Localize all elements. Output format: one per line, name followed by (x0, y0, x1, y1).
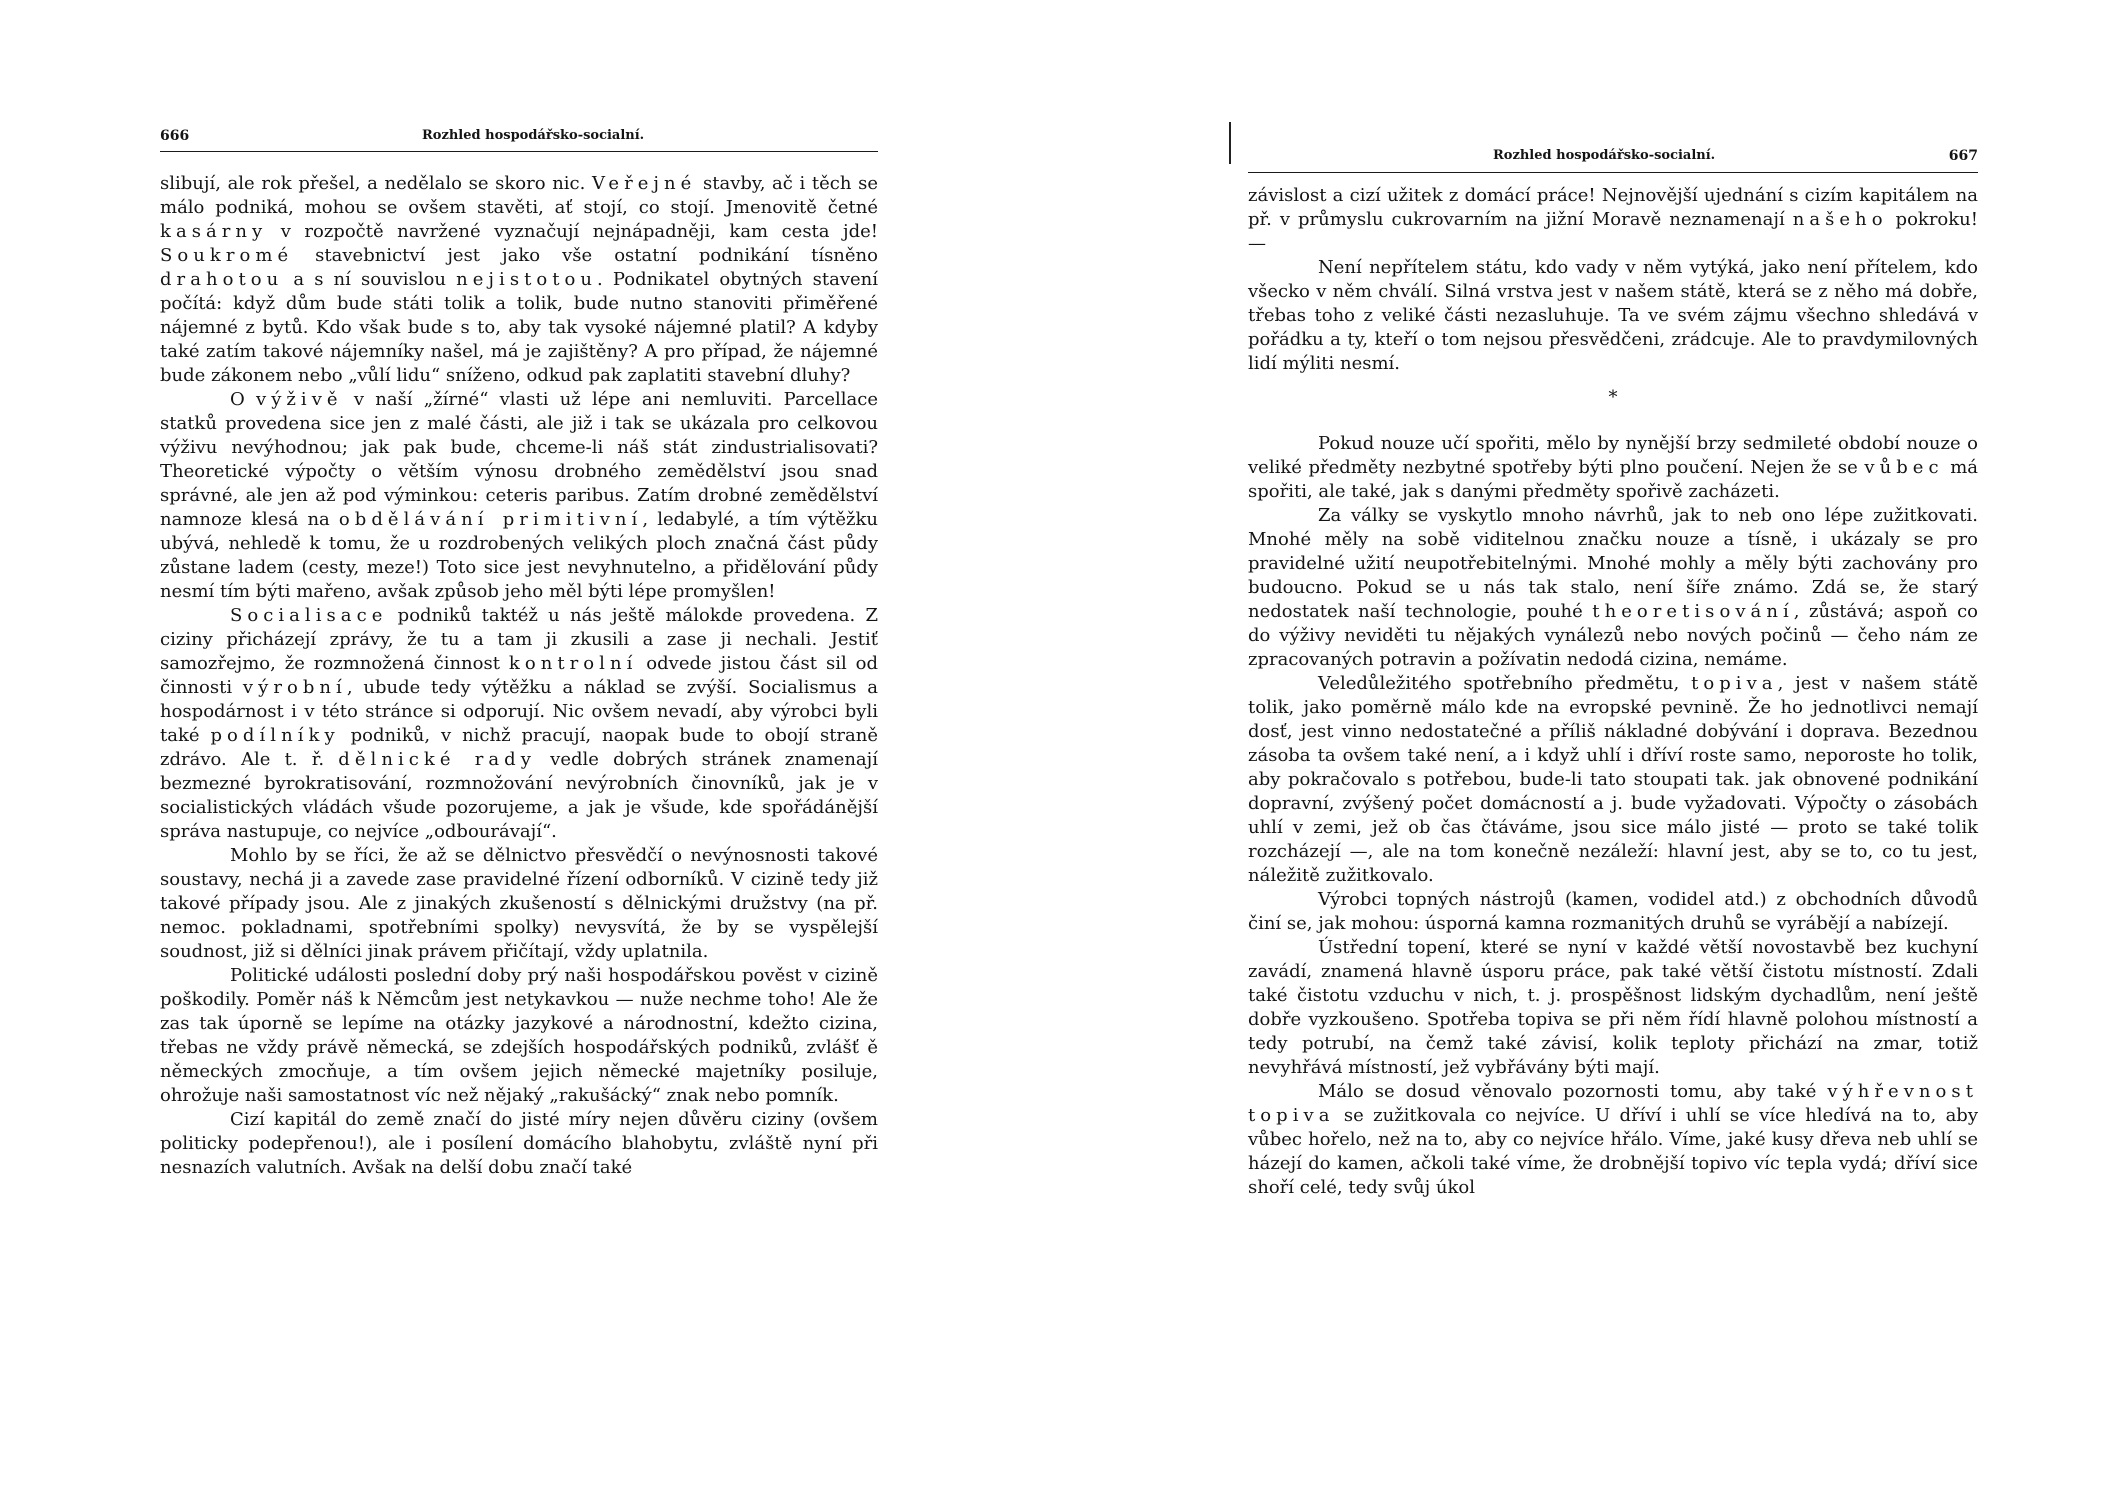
text-run: Výrobci topných nástrojů (kamen, vodidel atd.) z obchodních důvodů činí se, jak mohou: úsporná kamna rozmanitých druhů se vyrábějí a nabízejí. (1248, 889, 1978, 934)
right-body-text (1248, 184, 1978, 1200)
text-run: , ubude tedy výtěžku a náklad se zvýší. Socialismus a hospodárnost i v této stránce si odporují. Nic ovšem nevadí, aby výrobci byli také (160, 677, 879, 746)
paragraph (160, 844, 878, 964)
left-body-text (160, 172, 878, 1180)
text-run: má spořiti, ale také, jak s danými předměty spořivě zacházeti. (1248, 457, 1978, 502)
emphasized-text: nejistotou (456, 269, 598, 290)
paragraph (1248, 256, 1978, 376)
right-running-title: Rozhled hospodářsko-socialní. (1493, 148, 1716, 163)
emphasized-text: vůbec (1864, 457, 1944, 478)
text-run: Pokud nouze učí spořiti, mělo by nynější brzy sedmileté období nouze o veliké předměty nezbytné spotřeby býti plno poučení. Nejen že se (1248, 433, 1978, 478)
text-run: podniků taktéž u nás ještě málokde provedena. Z ciziny přicházejí zprávy, že tu a tam ji zkusili a zase ji nechali. Jestiť samozřejmo, že rozmnožená činnost (160, 605, 878, 674)
emphasized-text: výživě (255, 389, 343, 410)
text-run: odvede jistou část sil od činnosti (160, 653, 878, 698)
text-run: v naší „žírné“ vlasti už lépe ani nemluviti. Parcellace statků provedena sice jen z malé části, ale již i tak se ukázala pro celkovou výživu nevýhodnou; jak pak bude, chceme-li náš stát zindustrialisovati? Theoretické výpočty o větším výnosu drobného zemědělství jsou snad správné, ale jen až pod výminkou: ceteris paribus. Zatím drobné zemědělství namnoze klesá na (160, 389, 878, 530)
emphasized-text: kasárny (160, 221, 268, 242)
right-page-header (1248, 148, 1978, 170)
paragraph (160, 172, 878, 388)
text-run: závislost a cizí užitek z domácí práce! Nejnovější ujednání s cizím kapitálem na př. v průmyslu cukrovarním na jižní Moravě neznamenají (1248, 185, 1978, 230)
text-run: , ledabylé, a tím výtěžku ubývá, nehledě k tomu, že u rozdrobených velikých ploch značná část půdy zůstane ladem (cesty, meze!) Toto sice jest nevyhnutelno, a přidělování půdy nesmí tím býti mařeno, avšak způsob jeho měl býti lépe promyšlen! (160, 509, 879, 602)
emphasized-text: podílníky (210, 725, 340, 746)
left-header-rule (160, 151, 878, 152)
paragraph (1248, 888, 1978, 936)
text-run: stavebnictví jest jako vše ostatní podnikání tísněno (293, 245, 878, 266)
text-run: Málo se dosud věnovalo pozornosti tomu, aby také (1318, 1081, 1828, 1102)
paragraph (160, 1108, 878, 1180)
text-run: Veledůležitého spotřebního předmětu, (1318, 673, 1692, 694)
paragraph (1248, 432, 1978, 504)
left-page-number: 666 (160, 128, 190, 144)
text-run: se zužitkovala co nejvíce. U dříví i uhlí se více hledívá na to, aby vůbec hořelo, než na to, aby co nejvíce hřálo. Víme, jaké kusy dřeva neb uhlí se házejí do kamen, ačkoli také víme, že drobnější topivo víc tepla vydá; dříví sice shoří celé, tedy svůj úkol (1248, 1105, 1978, 1198)
emphasized-text: obdělávání primitivní (338, 509, 643, 530)
gutter-line (1229, 122, 1231, 164)
right-page-number: 667 (1948, 148, 1978, 164)
text-run: Ústřední topení, které se nyní v každé větší novostavbě bez kuchyní zavádí, znamená hlavně úsporu práce, pak také větší čistotu místností. Zdali také čistotu vzduchu v nich, t. j. prospěšnost lidským dychadlům, není ještě dobře vyzkoušeno. Spotřeba topiva se při něm řídí hlavně polohou místností a tedy potrubí, na čemž také závisí, kolik teploty přichází na zmar, totiž nevyhřává místností, jež vybřávány býti mají. (1248, 937, 1978, 1078)
emphasized-text: našeho (1792, 209, 1888, 230)
right-section-before (1248, 184, 1978, 376)
emphasized-text: výrobní (242, 677, 347, 698)
paragraph (1248, 184, 1978, 256)
left-page (160, 0, 885, 1500)
left-page-header (160, 128, 885, 150)
section-divider-asterisk: * (1608, 387, 1618, 408)
paragraph (160, 604, 878, 844)
paragraph (1248, 672, 1978, 888)
emphasized-text: Veřejné (592, 173, 697, 194)
paragraph (1248, 1080, 1978, 1200)
emphasized-text: výhřevnost topiva (1248, 1081, 1978, 1126)
text-run: v rozpočtě navržené vyznačují nejnápadněji, kam cesta jde! (267, 221, 878, 242)
text-run: O (230, 389, 256, 410)
text-run: Za války se vyskytlo mnoho návrhů, jak to neb ono lépe zužitkovati. Mnohé měly na sobě viditelnou značku nouze a tísně, i ukázaly se pro pravidelné užití neupotřebitelnými. Mnohé mohly a měly býti zachovány pro budoucno. Pokud se u nás tak stalo, není šíře známo. Zdá se, že starý nedostatek naší technologie, pouhé (1248, 505, 1978, 622)
text-run: Politické události poslední doby prý naši hospodářskou pověst v cizině poškodily. Poměr náš k Němcům jest netykavkou — nuže nechme toho! Ale že zas tak úporně se lepíme na otázky jazykové a národnostní, kdežto cizina, třebas ne vždy právě německá, se zdejších hospodářských podniků, zvlášť ě německých zmocňuje, a tím ovšem jejich německé majetníky posiluje, ohrožuje naši samostatnost víc než nějaký „rakušácký“ znak nebo pomník. (160, 965, 878, 1106)
text-run: pokroku! — (1248, 209, 1978, 254)
text-run: Cizí kapitál do země značí do jisté míry nejen důvěru ciziny (ovšem politicky podepřenou!), ale i posílení domácího blahobytu, zvláště nyní při nesnazích valutních. Avšak na delší dobu značí také (160, 1109, 878, 1178)
paragraph (160, 964, 878, 1108)
emphasized-text: kontrolní (508, 653, 638, 674)
emphasized-text: dělnické rady (338, 749, 536, 770)
text-run: Mohlo by se říci, že až se dělnictvo přesvědčí o nevýnosnosti takové soustavy, nechá ji a zavede zase pravidelné řízení odborníků. V cizině tedy již takové případy jsou. Ale z jinakých zkušeností s dělnickými družstvy (na př. nemoc. pokladnami, spotřebními spolky) nevysvítá, že by se vyspělejší soudnost, již si dělníci jinak právem přičítají, vždy uplatnila. (160, 845, 878, 962)
text-run: podniků, v nichž pracují, naopak bude to obojí straně zdrávo. Ale t. ř. (160, 725, 879, 770)
emphasized-text: topiva (1691, 673, 1778, 694)
text-run: stavby, ač i těch se málo podniká, mohou se ovšem stavěti, ať stojí, co stojí. Jmenovitě četné (160, 173, 878, 218)
emphasized-text: Soukromé (160, 245, 294, 266)
paragraph (1248, 504, 1978, 672)
paragraph (160, 388, 878, 604)
text-run: . Podnikatel obytných stavení počítá: když dům bude státi tolik a tolik, bude nutno stanoviti přiměřené nájemné z bytů. Kdo však bude s to, aby tak vysoké nájemné platil? A kdyby také zatím takové nájemníky našel, má je zajištěny? A pro případ, že nájemné bude zákonem nebo „vůlí lidu“ sníženo, odkud pak zaplatiti stavební dluhy? (160, 269, 878, 386)
emphasized-text: theoretisování (1592, 601, 1794, 622)
text-run: slibují, ale rok přešel, a nedělalo se skoro nic. (160, 173, 593, 194)
text-run: , jest v našem státě tolik, jako poměrně málo kde na evropské pevnině. Že ho jednotlivci nemají dosť, jest vinno nedostatečné a příliš nákladné dobývání i doprava. Bezednou zásoba ta ovšem také není, a i když uhlí i dříví roste samo, neporoste ho tolik, aby pokračovalo s potřebou, bude-li tato stoupati tak. jak obnovené podnikání dopravní, zvýšený počet domácností a j. bude vyžadovati. Výpočty o zásobách uhlí v zemi, jež ob čas čtáváme, jsou sice málo jisté — proto se také tolik rozcházejí —, ale na tom konečně nezáleží: hlavní jest, aby se to, co tu jest, náležitě zužitkovalo. (1248, 673, 1978, 886)
right-page (1248, 0, 1978, 1500)
text-run: , zůstává; aspoň co do výživy neviděti tu nějakých vynálezů nebo nových počinů — čeho nám ze zpracovaných potravin a požívatin nedodá cizina, nemáme. (1248, 601, 1979, 670)
text-run: a s ní souvislou (283, 269, 457, 290)
left-running-title: Rozhled hospodářsko-socialní. (422, 128, 645, 143)
right-section-after (1248, 432, 1978, 1200)
emphasized-text: Socialisace (230, 605, 388, 626)
emphasized-text: drahotou (160, 269, 284, 290)
right-header-rule (1248, 172, 1978, 173)
paragraph (1248, 936, 1978, 1080)
text-run: vedle dobrých stránek znamenají bezmezné byrokratisování, rozmnožování nevýrobních činovníků, jak je v socialistických vládách všude pozorujeme, a jak je všude, kde spořádánější správa nastupuje, co nejvíce „odbourávají“. (160, 749, 878, 842)
text-run: Není nepřítelem státu, kdo vady v něm vytýká, jako není přítelem, kdo všecko v něm chválí. Silná vrstva jest v našem státě, která se z něho má dobře, třebas toho z veliké části nezasluhuje. Ta ve svém zájmu všechno shledává v pořádku a ty, kteří o tom nejsou přesvědčeni, zrádcuje. Ale to pravdymilovných lidí mýliti nesmí. (1248, 257, 1978, 374)
